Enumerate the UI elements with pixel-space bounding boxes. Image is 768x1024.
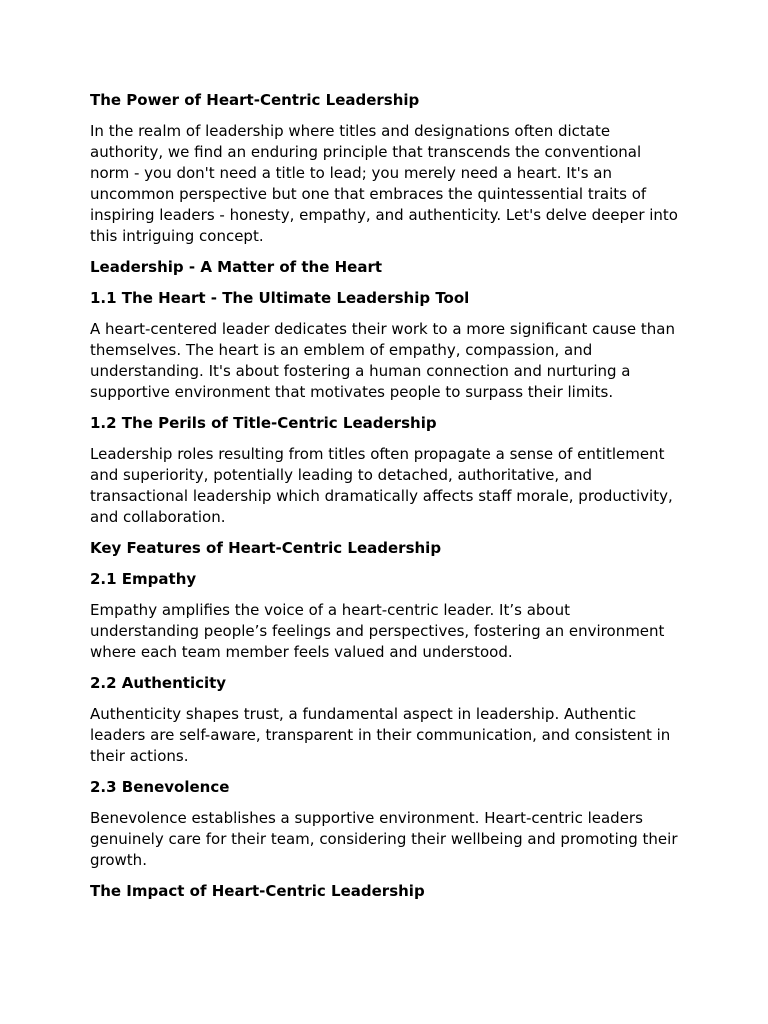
section-heading-impact: The Impact of Heart-Centric Leadership — [90, 882, 425, 900]
subsection-heading-1-2: 1.2 The Perils of Title-Centric Leadership — [90, 414, 437, 432]
section-heading-key-features: Key Features of Heart-Centric Leadership — [90, 539, 442, 557]
paragraph-1-2: Leadership roles resulting from titles often propagate a sense of entitlement and superiority, potentially leading to detached, authoritative, and transactional leadership which dramatically affects staff morale, productivity, and collaboration. — [90, 445, 673, 526]
subsection-heading-2-2: 2.2 Authenticity — [90, 674, 227, 692]
paragraph-2-2: Authenticity shapes trust, a fundamental aspect in leadership. Authentic leaders are self-aware, transparent in their communication, and consistent in their actions. — [90, 705, 671, 765]
subsection-heading-2-3: 2.3 Benevolence — [90, 778, 230, 796]
paragraph-2-1: Empathy amplifies the voice of a heart-centric leader. It’s about understanding people’s feelings and perspectives, fostering an environment where each team member feels valued and understood. — [90, 601, 665, 661]
paragraph-1-1: A heart-centered leader dedicates their work to a more significant cause than themselves. The heart is an emblem of empathy, compassion, and understanding. It's about fostering a human connection and nurturing a supportive environment that motivates people to surpass their limits. — [90, 320, 675, 401]
subsection-heading-1-1: 1.1 The Heart - The Ultimate Leadership Tool — [90, 289, 470, 307]
section-heading-matter-of-heart: Leadership - A Matter of the Heart — [90, 258, 383, 276]
subsection-heading-2-1: 2.1 Empathy — [90, 570, 197, 588]
title-heading: The Power of Heart-Centric Leadership — [90, 91, 420, 109]
intro-paragraph: In the realm of leadership where titles and designations often dictate authority, we find an enduring principle that transcends the conventional norm - you don't need a title to lead; you merely need a heart. It's an uncommon perspective but one that embraces the quintessential traits of inspiring leaders - honesty, empathy, and authenticity. Let's delve deeper into this intriguing concept. — [90, 122, 678, 245]
paragraph-2-3: Benevolence establishes a supportive environment. Heart-centric leaders genuinely care for their team, considering their wellbeing and promoting their growth. — [90, 809, 678, 869]
document-page — [90, 90, 682, 912]
